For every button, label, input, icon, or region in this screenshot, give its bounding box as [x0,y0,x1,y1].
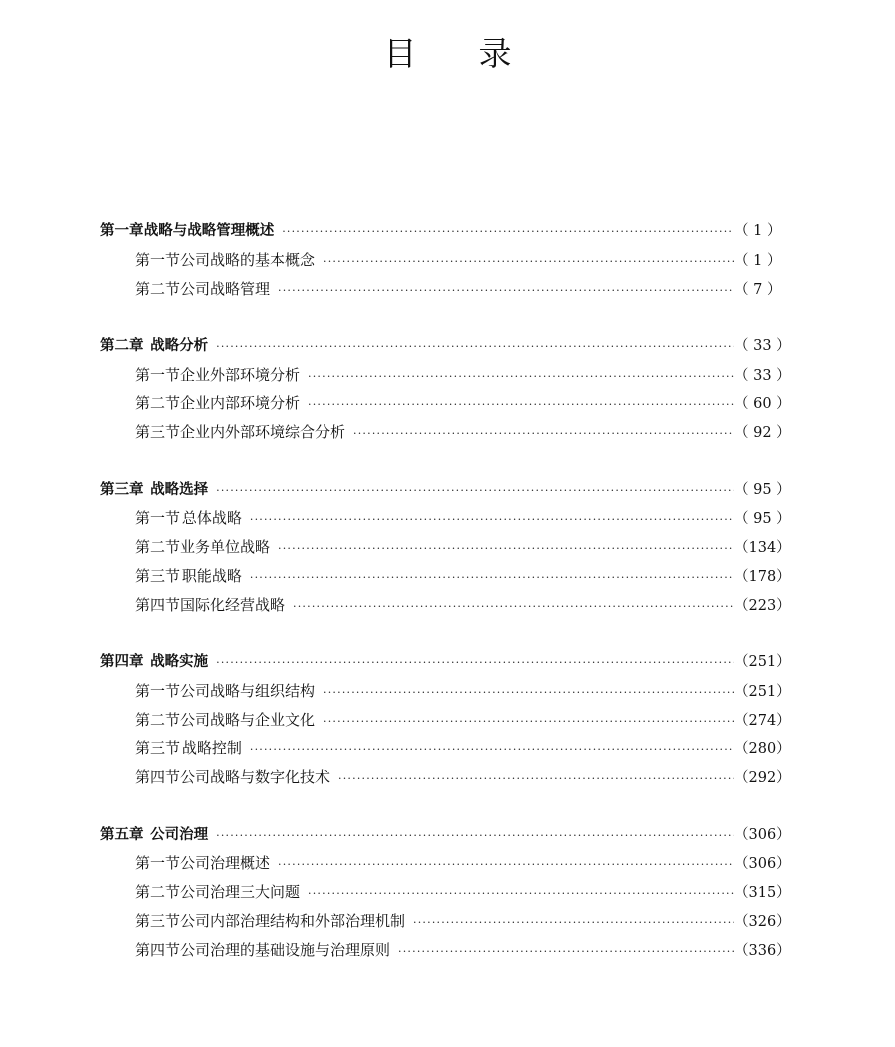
section-title: 公司战略与企业文化 [180,710,316,729]
section-title: 战略控制 [181,739,242,758]
dot-leader [323,679,734,708]
page-number: （336） [734,942,791,959]
section-title: 国际化经营战略 [180,595,286,614]
toc-section-entry[interactable] [100,275,780,304]
dot-leader [216,822,734,851]
toc-section-entry[interactable] [100,361,791,390]
page-number: （280） [734,741,791,758]
page-number: （306） [734,826,791,843]
section-title: 公司战略管理 [180,279,271,298]
page-number: （ 92 ） [734,425,791,442]
section-number: 第四节 [135,940,181,959]
dot-leader [323,248,734,277]
page-number: （ 60 ） [734,396,791,413]
section-number: 第二节 [135,538,181,557]
chapter-title: 战略实施 [150,654,209,671]
section-title: 企业内部环境分析 [180,394,301,413]
toc-section-entry[interactable] [100,706,791,735]
dot-leader [308,880,734,909]
title-char-2: 录 [478,34,512,73]
section-number: 第二节 [135,710,181,729]
section-title: 公司治理的基础设施与治理原则 [180,940,391,959]
toc-chapter-entry[interactable] [100,821,791,850]
toc-chapter-entry[interactable] [100,332,791,361]
toc-section-entry[interactable] [100,591,791,620]
section-number: 第三节 [135,566,181,585]
dot-leader [353,420,734,449]
section-number: 第一节 [135,365,181,384]
chapter-number: 第二章 [100,337,144,354]
section-number: 第一节 [135,681,181,700]
dot-leader [308,363,734,392]
chapter-group-4 [100,648,791,792]
chapter-number: 第一章 [100,223,144,239]
toc-section-entry[interactable] [100,389,791,418]
page-number: （134） [734,540,791,557]
dot-leader [250,736,734,765]
page-number: （251） [734,683,791,700]
section-number: 第二节 [135,279,181,298]
chapter-title: 公司治理 [150,826,209,843]
section-title: 业务单位战略 [180,538,271,557]
dot-leader [282,218,734,247]
dot-leader [216,649,734,678]
page-number: （ 33 ） [734,367,791,384]
toc-section-entry[interactable] [100,907,791,936]
dot-leader [338,765,734,794]
page-number: （178） [734,568,791,585]
section-title: 总体战略 [181,509,242,528]
toc-section-entry[interactable] [100,504,791,533]
dot-leader [413,909,734,938]
section-number: 第三节 [135,911,181,930]
section-title: 企业内外部环境综合分析 [180,423,346,442]
page-title [0,34,895,74]
page-number: （ 95 ） [734,481,791,498]
chapter-group-2 [100,332,791,447]
section-title: 公司治理三大问题 [180,883,301,902]
toc-chapter-entry[interactable] [100,648,791,677]
toc-section-entry[interactable] [100,763,791,792]
section-title: 公司战略与数字化技术 [180,768,331,787]
section-title: 职能战略 [181,566,242,585]
page-number: （326） [734,913,791,930]
toc-section-entry[interactable] [100,418,791,447]
toc-section-entry[interactable] [100,936,791,965]
dot-leader [293,593,734,622]
chapter-group-1 [100,217,780,303]
title-char-1: 目 [383,34,417,73]
section-number: 第二节 [135,883,181,902]
section-title: 公司战略的基本概念 [180,250,316,269]
section-number: 第一节 [135,509,181,528]
toc-section-entry[interactable] [100,878,791,907]
page-number: （ 33 ） [734,337,791,354]
dot-leader [216,477,734,506]
section-number: 第二节 [135,394,181,413]
section-number: 第三节 [135,423,181,442]
chapter-group-5 [100,821,791,965]
toc-section-entry[interactable] [100,849,791,878]
section-number: 第一节 [135,854,181,873]
chapter-group-3 [100,476,791,620]
toc-chapter-entry[interactable] [100,217,780,246]
dot-leader [308,391,734,420]
page-number: （315） [734,885,791,902]
page-number: （ 1 ） [734,252,782,269]
toc-chapter-entry[interactable] [100,476,791,505]
toc-section-entry[interactable] [100,562,791,591]
dot-leader [216,333,734,362]
section-title: 公司治理概述 [180,854,271,873]
section-title: 公司战略与组织结构 [180,681,316,700]
page-number: （ 95 ） [734,511,791,528]
section-title: 企业外部环境分析 [180,365,301,384]
dot-leader [250,506,734,535]
page-number: （ 7 ） [734,281,782,298]
section-number: 第一节 [135,250,181,269]
chapter-title: 战略选择 [150,481,209,498]
toc-section-entry[interactable] [100,734,791,763]
page-number: （306） [734,856,791,873]
page-number: （223） [734,597,791,614]
chapter-number: 第五章 [100,826,144,843]
section-number: 第四节 [135,768,181,787]
chapter-title: 战略分析 [150,337,209,354]
page-number: （ 1 ） [734,223,782,239]
chapter-number: 第三章 [100,481,144,498]
dot-leader [250,564,734,593]
section-number: 第三节 [135,739,181,758]
page-number: （292） [734,770,791,787]
chapter-title: 战略与战略管理概述 [143,223,275,239]
section-number: 第四节 [135,595,181,614]
dot-leader [278,535,734,564]
page-number: （274） [734,712,791,729]
toc-section-entry[interactable] [100,677,791,706]
toc-section-entry[interactable] [100,533,791,562]
dot-leader [323,708,734,737]
table-of-contents [100,217,791,993]
page-number: （251） [734,654,791,671]
dot-leader [278,851,734,880]
toc-section-entry[interactable] [100,246,780,275]
chapter-number: 第四章 [100,654,144,671]
dot-leader [278,277,734,306]
section-title: 公司内部治理结构和外部治理机制 [180,911,406,930]
dot-leader [398,938,734,967]
